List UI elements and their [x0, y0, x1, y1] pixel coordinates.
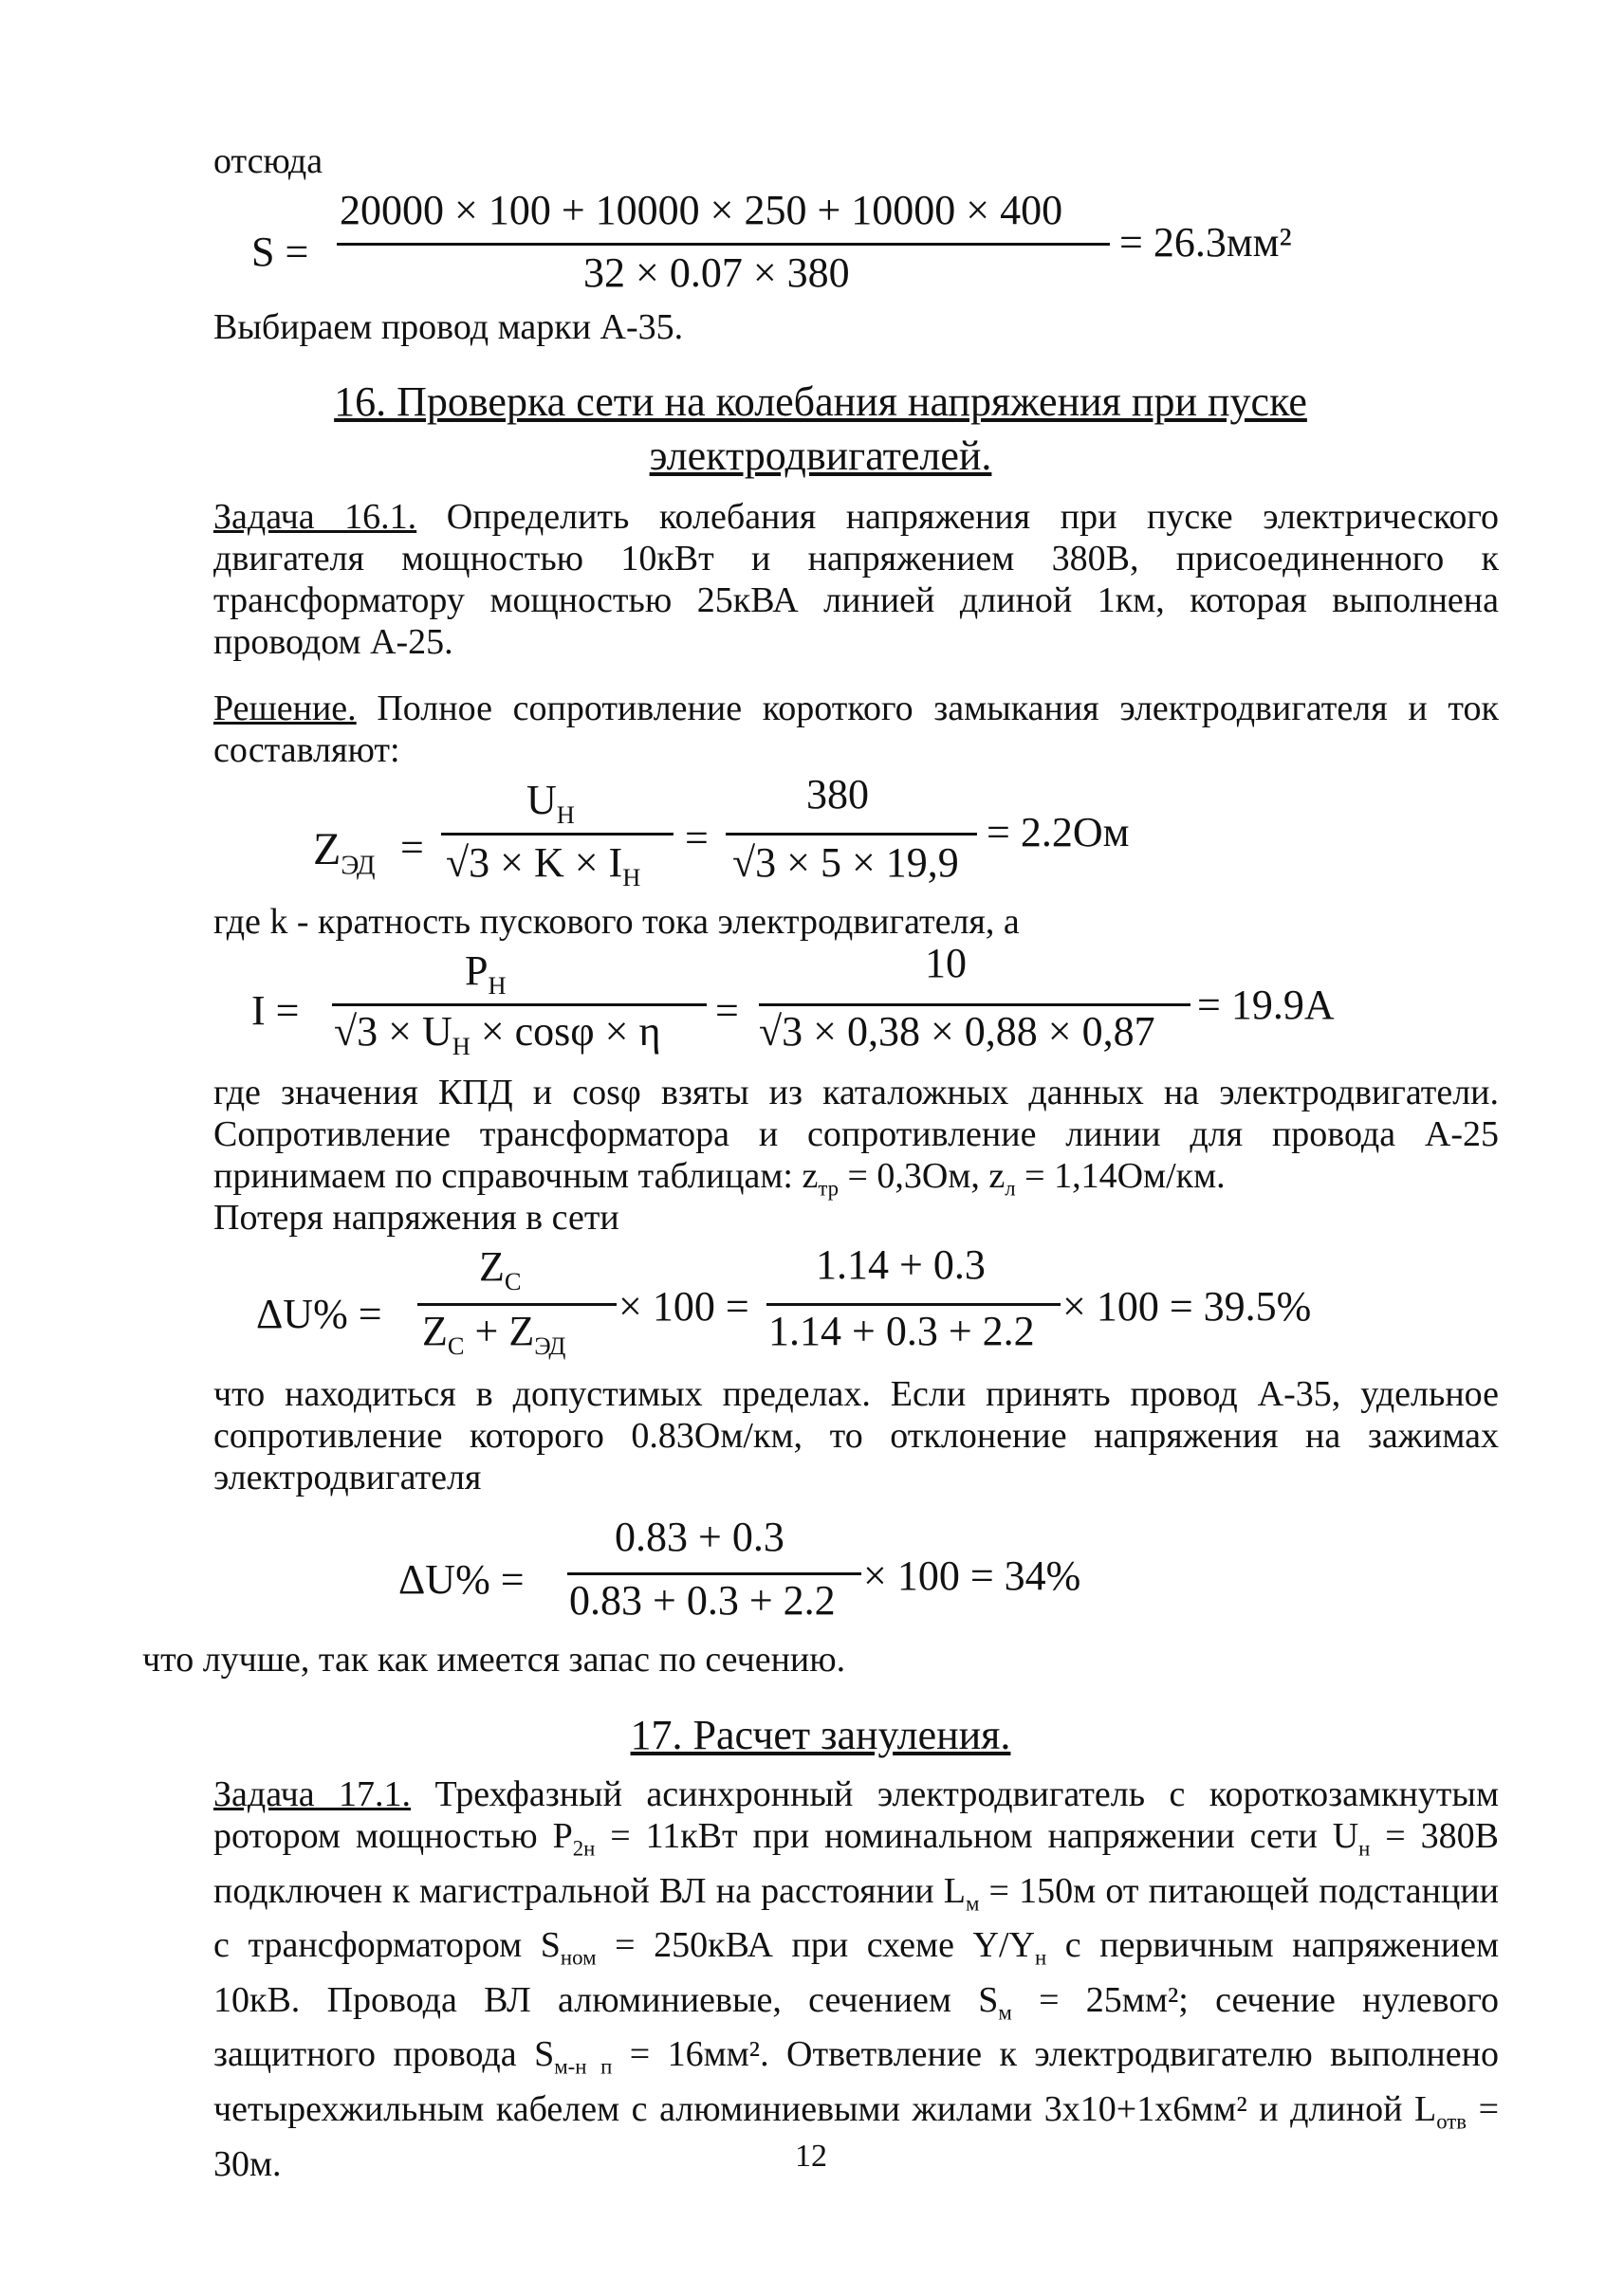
task-16-1 [213, 496, 1499, 663]
voltage-loss-label: Потеря напряжения в сети [213, 1198, 619, 1238]
fraction-bar [332, 1003, 707, 1006]
formula-du-den1: $Z_C + Z_{ЭД}$ [422, 1308, 566, 1360]
formula-s-denominator: 32 × 0.07 × 380 [583, 249, 850, 296]
formula-du-num2: 1.14 + 0.3 [816, 1241, 986, 1288]
k-definition: где k - кратность пускового тока электродвигателя, а [213, 902, 1020, 942]
formula-du-x100a: × 100 = [618, 1283, 749, 1330]
formula-du2-num: 0.83 + 0.3 [615, 1514, 784, 1560]
formula-i-num1: $P_Н$ [465, 947, 507, 1000]
paragraph-better: что лучше, так как имеется запас по сечению. [142, 1640, 846, 1680]
task-17-1-label: Задача 17.1. [213, 1774, 412, 1814]
solution-text: Полное сопротивление короткого замыкания электродвигателя и ток составляют: [213, 689, 1499, 770]
section-16-title-line2: электродвигателей. [649, 432, 992, 479]
formula-z-lhs: $Z_{ЭД}$ [313, 824, 376, 881]
formula-z-num2: 380 [806, 771, 869, 817]
section-16-title-line1: 16. Проверка сети на колебания напряжения при пуске [334, 378, 1307, 425]
fraction-bar [337, 243, 1110, 246]
formula-du2-result: × 100 = 34% [863, 1552, 1081, 1599]
formula-i-lhs: I = [251, 987, 300, 1034]
paragraph-kpd: где значения КПД и cosφ взяты из каталожных данных на электродвигатели. Сопротивление трансформатора и сопротивление линии для провода А-25 принимаем по справочным таблицам: $z_{тр} = 0,3Ом$, $z_л = 1,14Ом/км$. [213, 1073, 1499, 1201]
formula-du-num1: $Z_C$ [479, 1243, 522, 1295]
fraction-bar [726, 833, 977, 836]
task-17-1: Задача 17.1. Трехфазный асинхронный электродвигатель с короткозамкнутым ротором мощностью $P_{2н} = 11кВт$ при номинальном напряжении сети $U_н = 380В$ подключен к магистральной ВЛ на расстоянии $L_м = 150м$ от питающей подстанции с трансформатором $S_{ном} = 250кВА$ при схеме $Y/Y_н$ с первичным напряжением 10кВ. Провода ВЛ алюминиевые, сечением $S_м = 25мм^2$; сечение нулевого защитного провода $S_{м-н п} = 16мм^2$. Ответвление к электродвигателю выполнено четырехжильным кабелем с алюминиевыми жилами 3х10+1х6мм² и длиной $L_{отв} = 30м$. [213, 1774, 1500, 2184]
section-17-title: 17. Расчет зануления. [630, 1712, 1011, 1758]
formula-z-eq2: = [685, 815, 709, 861]
formula-s-lhs: S = [251, 229, 309, 275]
formula-z-eq: = [400, 824, 424, 871]
fraction-bar [567, 1572, 861, 1575]
solution-paragraph [213, 688, 1499, 771]
formula-i-eq: = [715, 987, 739, 1034]
formula-z-result: = 2.2Ом [987, 809, 1130, 855]
formula-s-result: = 26.3мм² [1119, 219, 1292, 266]
formula-i-result: = 19.9А [1197, 982, 1335, 1028]
fraction-bar [441, 833, 674, 836]
formula-du2-lhs: ΔU% = [398, 1556, 525, 1603]
fraction-bar [759, 1003, 1190, 1006]
formula-du-lhs: ΔU% = [256, 1291, 382, 1337]
formula-s-numerator: 20000 × 100 + 10000 × 250 + 10000 × 400 [340, 187, 1063, 233]
formula-z-den1: $√3 \times K \times I_Н$ [446, 839, 641, 891]
task-16-1-text: Определить колебания напряжения при пуске электрического двигателя мощностью 10кВт и напряжением 380В, присоединенного к трансформатору мощностью 25кВА линией длиной 1км, которая выполнена проводом А-25. [213, 497, 1499, 662]
wire-choice-text: Выбираем провод марки А-35. [213, 307, 684, 347]
formula-z-num1: $U_Н$ [526, 777, 575, 829]
formula-du-result: × 100 = 39.5% [1062, 1283, 1312, 1330]
formula-i-den1: $√3 \times U_Н \times \cos\varphi \times \eta$ [334, 1008, 661, 1060]
formula-du2-den: 0.83 + 0.3 + 2.2 [569, 1577, 836, 1624]
page-number: 12 [795, 2139, 827, 2174]
task-16-1-label: Задача 16.1. [213, 497, 417, 537]
fraction-bar [417, 1303, 617, 1306]
paragraph-a35: что находиться в допустимых пределах. Если принять провод А-35, удельное сопротивление которого 0.83Ом/км, то отклонение напряжения на зажимах электродвигателя [213, 1374, 1499, 1497]
solution-label: Решение. [213, 689, 357, 728]
fraction-bar [766, 1303, 1061, 1306]
formula-du-den2: 1.14 + 0.3 + 2.2 [768, 1308, 1035, 1354]
intro-text: отсюда [213, 141, 323, 181]
formula-i-den2: √3 × 0,38 × 0,88 × 0,87 [759, 1008, 1155, 1055]
formula-z-den2: √3 × 5 × 19,9 [732, 839, 959, 886]
formula-i-num2: 10 [925, 940, 967, 986]
